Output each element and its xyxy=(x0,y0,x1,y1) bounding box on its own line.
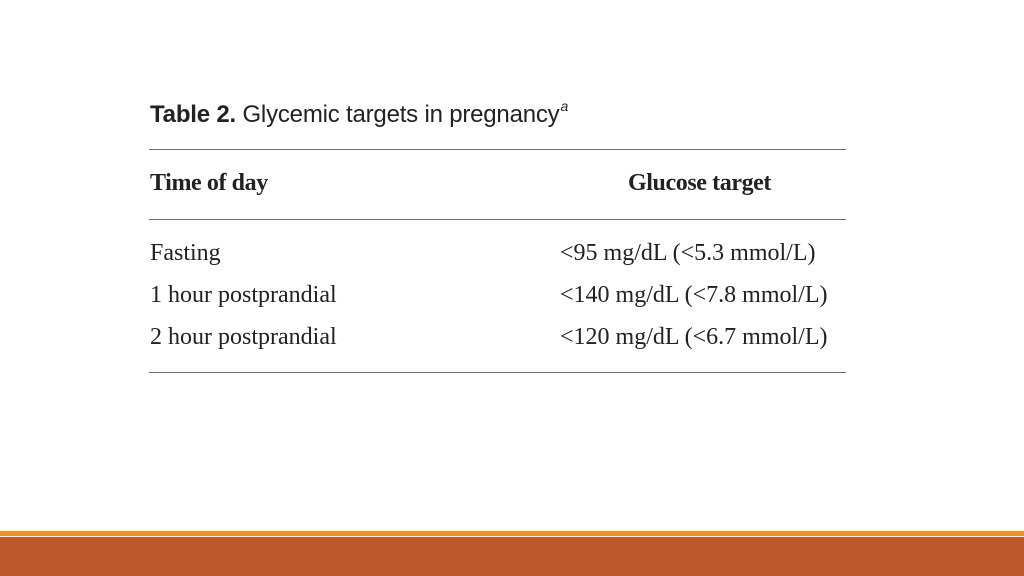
table-top-rule xyxy=(149,149,846,150)
row-1h-postprandial-target: <140 mg/dL (<7.8 mmol/L) xyxy=(560,282,828,308)
table-header-rule xyxy=(149,219,846,220)
row-2h-postprandial-target: <120 mg/dL (<6.7 mmol/L) xyxy=(560,324,828,350)
row-fasting-target: <95 mg/dL (<5.3 mmol/L) xyxy=(560,240,816,266)
table-caption xyxy=(150,98,568,129)
table-caption-text: Glycemic targets in pregnancy xyxy=(242,101,560,128)
row-1h-postprandial-time: 1 hour postprandial xyxy=(150,282,337,308)
column-header-time-of-day: Time of day xyxy=(150,170,268,196)
table-bottom-rule xyxy=(149,372,846,373)
column-header-glucose-target: Glucose target xyxy=(628,170,772,196)
table-caption-superscript: a xyxy=(560,98,569,114)
footer-band xyxy=(0,537,1024,576)
footer-accent-line xyxy=(0,531,1024,536)
table-caption-label: Table 2. xyxy=(150,101,236,128)
row-2h-postprandial-time: 2 hour postprandial xyxy=(150,324,337,350)
row-fasting-time: Fasting xyxy=(150,240,221,266)
